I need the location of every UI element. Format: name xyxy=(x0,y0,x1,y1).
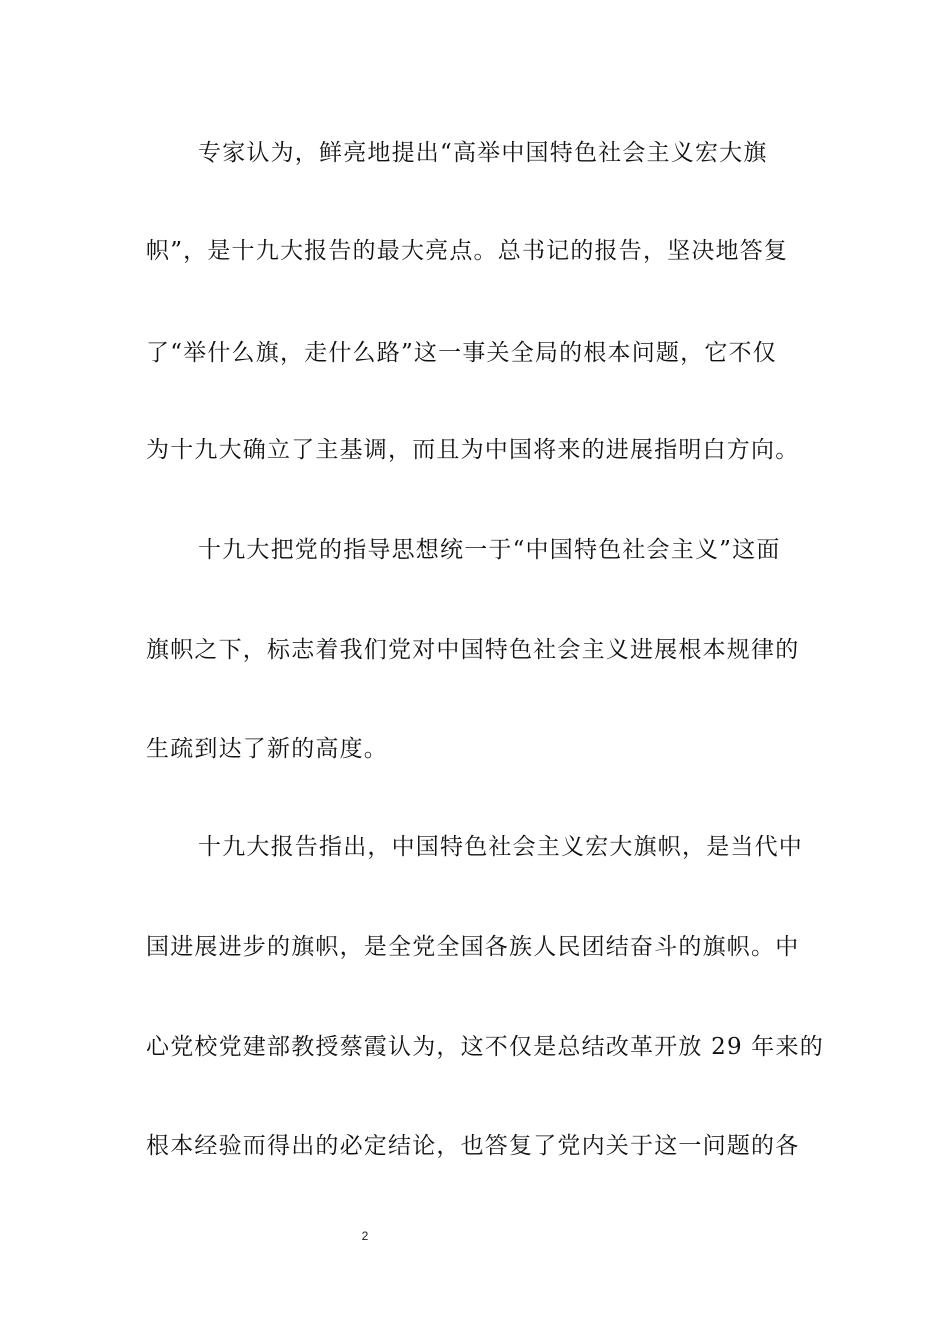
paragraph-3-line-3: 心党校党建部教授蔡霞认为，这不仅是总结改革开放 29 年来的 xyxy=(146,1034,824,1060)
paragraph-2-line-3: 生疏到达了新的高度。 xyxy=(146,736,388,762)
paragraph-3-line-2: 国进展进步的旗帜，是全党全国各族人民团结奋斗的旗帜。中 xyxy=(146,934,800,960)
paragraph-2-line-2: 旗帜之下，标志着我们党对中国特色社会主义进展根本规律的 xyxy=(146,637,800,663)
paragraph-1-line-2: 帜”，是十九大报告的最大亮点。总书记的报告，坚决地答复 xyxy=(146,238,789,264)
page-number: 2 xyxy=(361,1229,369,1243)
paragraph-3-line-1: 十九大报告指出，中国特色社会主义宏大旗帜，是当代中 xyxy=(198,834,803,860)
paragraph-1-line-1: 专家认为，鲜亮地提出“高举中国特色社会主义宏大旗 xyxy=(198,140,768,166)
paragraph-3-line-4: 根本经验而得出的必定结论，也答复了党内关于这一问题的各 xyxy=(146,1133,800,1159)
paragraph-1-line-4: 为十九大确立了主基调，而且为中国将来的进展指明白方向。 xyxy=(146,437,800,463)
paragraph-1-line-3: 了“举什么旗，走什么路”这一事关全局的根本问题，它不仅 xyxy=(146,340,777,366)
paragraph-2-line-1: 十九大把党的指导思想统一于“中国特色社会主义”这面 xyxy=(198,537,781,563)
